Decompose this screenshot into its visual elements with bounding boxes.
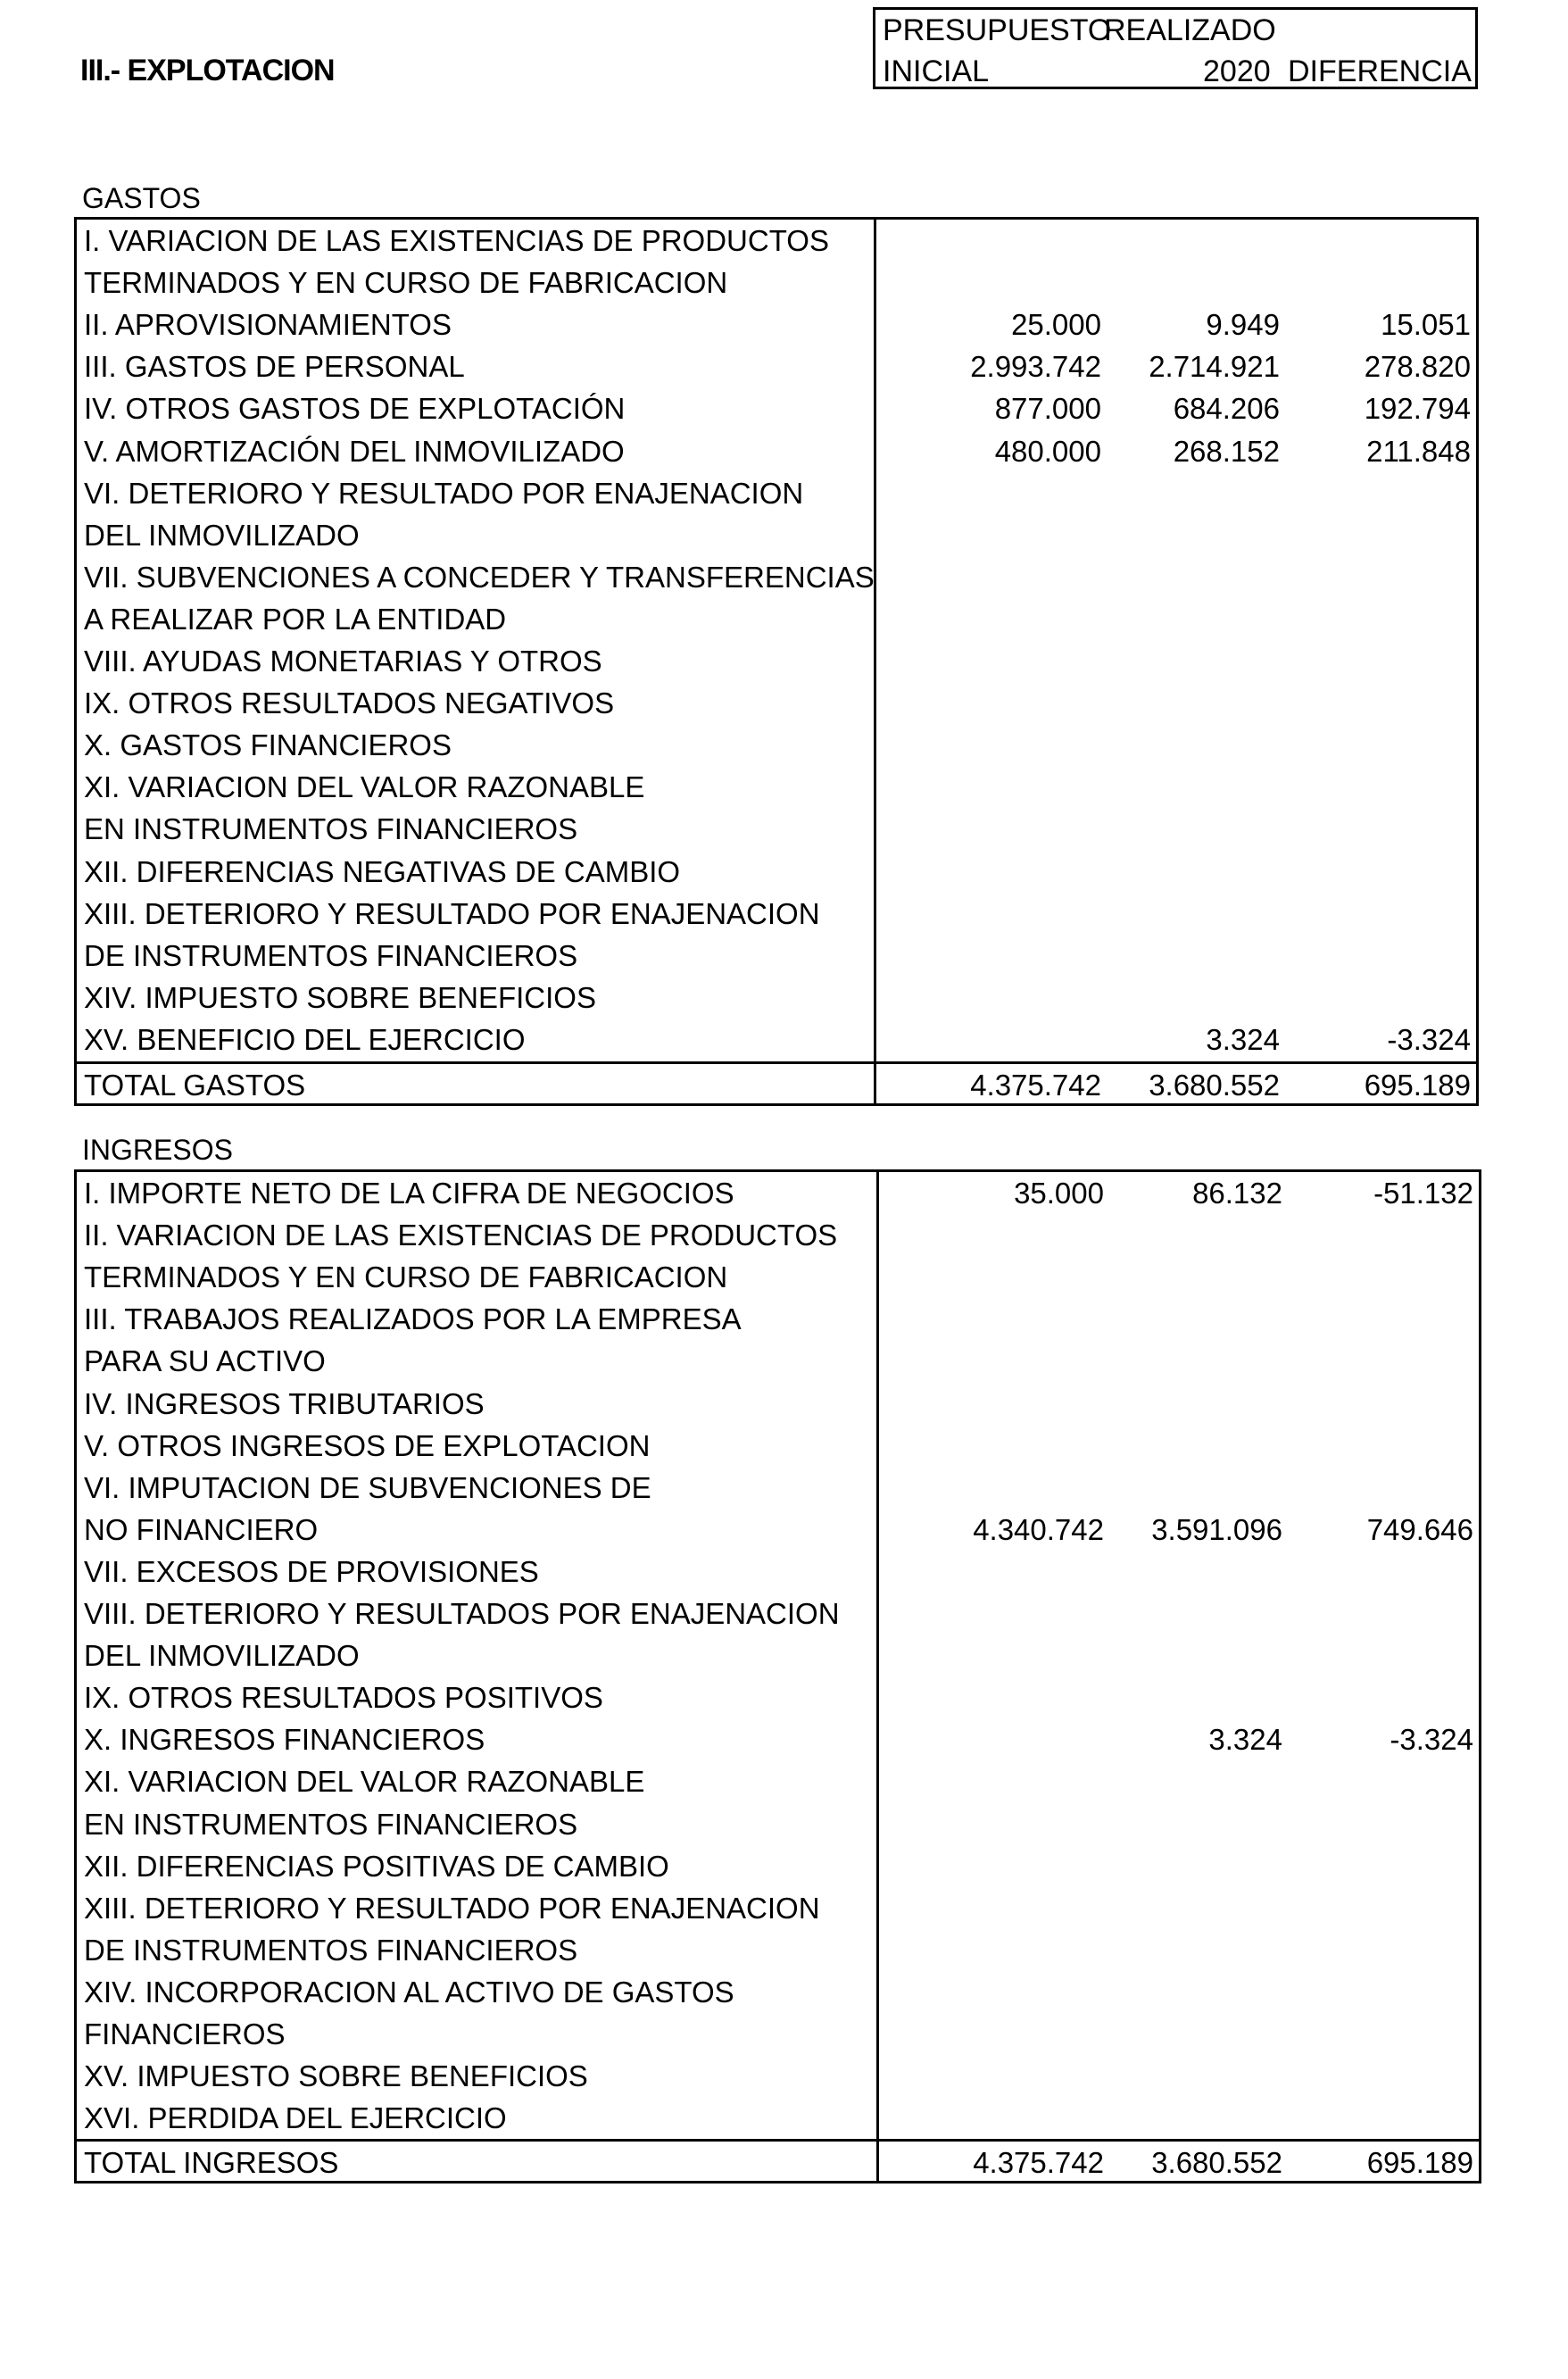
row-label: III. GASTOS DE PERSONAL [84,350,465,384]
table-row [77,893,1476,935]
table-row [77,345,1476,387]
table-row [77,304,1476,345]
row-label: XV. BENEFICIO DEL EJERCICIO [84,1022,526,1056]
realizado-value: 3.680.552 [1151,2146,1282,2179]
diferencia-value: 695.189 [1366,2146,1473,2179]
table-row [77,1214,1479,1256]
row-label: III. TRABAJOS REALIZADOS POR LA EMPRESA [84,1302,742,1336]
diferencia-value: 278.820 [1364,350,1471,384]
presupuesto-value: 4.340.742 [973,1512,1104,1546]
table-row [77,556,1476,598]
realizado-value: 9.949 [1206,308,1280,342]
table-row [77,1256,1479,1298]
diferencia-value: 211.848 [1366,434,1471,468]
row-label: VI. IMPUTACION DE SUBVENCIONES DE [84,1470,651,1504]
diferencia-value: 749.646 [1366,1512,1473,1546]
row-label: IV. OTROS GASTOS DE EXPLOTACIÓN [84,392,626,426]
row-label: EN INSTRUMENTOS FINANCIEROS [84,812,578,846]
realizado-value: 2.714.921 [1149,350,1280,384]
row-label: VIII. DETERIORO Y RESULTADOS POR ENAJENACION [84,1597,840,1630]
header-year: 2020 [1203,54,1271,88]
row-label: XIII. DETERIORO Y RESULTADO POR ENAJENACION [84,896,820,930]
header-inicial: INICIAL [883,54,990,88]
row-label: V. OTROS INGRESOS DE EXPLOTACION [84,1428,651,1462]
diferencia-value: -3.324 [1390,1723,1473,1757]
presupuesto-value: 877.000 [994,392,1101,426]
row-label: XII. DIFERENCIAS NEGATIVAS DE CAMBIO [84,854,681,888]
table-row [77,1425,1479,1467]
ingresos-label: INGRESOS [82,1134,233,1166]
presupuesto-value: 480.000 [994,434,1101,468]
row-label: A REALIZAR POR LA ENTIDAD [84,602,507,636]
table-row [77,1298,1479,1340]
row-label: EN INSTRUMENTOS FINANCIEROS [84,1807,578,1841]
row-label: VI. DETERIORO Y RESULTADO POR ENAJENACION [84,476,804,510]
diferencia-value: -51.132 [1373,1177,1473,1210]
table-row [77,1635,1479,1676]
presupuesto-value: 4.375.742 [970,1069,1101,1102]
realizado-value: 684.206 [1173,392,1280,426]
row-label: II. APROVISIONAMIENTOS [84,308,452,342]
table-row [77,1971,1479,2013]
presupuesto-value: 2.993.742 [970,350,1101,384]
table-row [77,1340,1479,1382]
table-row [77,1551,1479,1593]
table-row [77,1845,1479,1887]
row-label: DEL INMOVILIZADO [84,518,360,552]
table-row [77,1019,1476,1061]
table-row [77,1593,1479,1635]
row-label: XIV. INCORPORACION AL ACTIVO DE GASTOS [84,1975,734,2009]
table-row [77,682,1476,724]
table-row [77,977,1476,1019]
row-label: TERMINADOS Y EN CURSO DE FABRICACION [84,1260,728,1294]
table-row [77,1887,1479,1929]
table-row [77,220,1476,262]
row-label: IX. OTROS RESULTADOS NEGATIVOS [84,686,615,720]
table-row [77,1172,1479,1214]
table-row [77,851,1476,893]
header-diferencia: DIFERENCIA [1288,54,1472,88]
presupuesto-value: 35.000 [1014,1177,1104,1210]
row-label: DE INSTRUMENTOS FINANCIEROS [84,1933,578,1967]
diferencia-value: 695.189 [1364,1069,1471,1102]
row-label: IV. INGRESOS TRIBUTARIOS [84,1386,485,1420]
table-row [77,2055,1479,2097]
realizado-value: 268.152 [1173,434,1280,468]
row-label: XV. IMPUESTO SOBRE BENEFICIOS [84,2059,588,2093]
row-label: TOTAL GASTOS [84,1069,306,1102]
table-row [77,766,1476,808]
table-row [77,640,1476,682]
row-label: VII. EXCESOS DE PROVISIONES [84,1554,539,1588]
table-row [77,1760,1479,1802]
gastos-label: GASTOS [82,182,201,214]
realizado-value: 3.324 [1206,1022,1280,1056]
table-row [77,1676,1479,1718]
table-row [77,472,1476,514]
table-row [77,514,1476,556]
diferencia-value: 192.794 [1364,392,1471,426]
diferencia-value: -3.324 [1387,1022,1471,1056]
table-row [77,1803,1479,1845]
header-presupuesto: PRESUPUESTO [883,13,1112,47]
row-label: TOTAL INGRESOS [84,2146,339,2179]
row-label: XIII. DETERIORO Y RESULTADO POR ENAJENACION [84,1891,820,1925]
table-row [77,262,1476,304]
row-label: XI. VARIACION DEL VALOR RAZONABLE [84,1765,645,1799]
table-row [77,808,1476,850]
row-label: PARA SU ACTIVO [84,1344,326,1378]
gastos-table [74,217,1479,1106]
row-label: XVI. PERDIDA DEL EJERCICIO [84,2101,507,2135]
realizado-value: 3.324 [1208,1723,1282,1757]
row-label: VII. SUBVENCIONES A CONCEDER Y TRANSFERENCIAS [84,560,875,594]
diferencia-value: 15.051 [1381,308,1471,342]
row-label: X. INGRESOS FINANCIEROS [84,1723,485,1757]
row-label: V. AMORTIZACIÓN DEL INMOVILIZADO [84,434,625,468]
row-label: XI. VARIACION DEL VALOR RAZONABLE [84,770,645,804]
table-row [77,430,1476,472]
realizado-value: 3.680.552 [1149,1069,1280,1102]
row-label: XII. DIFERENCIAS POSITIVAS DE CAMBIO [84,1849,669,1883]
section-title: III.- EXPLOTACION [80,54,335,87]
table-row [77,387,1476,429]
row-label: X. GASTOS FINANCIEROS [84,728,452,762]
row-label: II. VARIACION DE LAS EXISTENCIAS DE PRODUCTOS [84,1219,838,1252]
table-row [77,1467,1479,1509]
row-label: NO FINANCIERO [84,1512,319,1546]
row-label: FINANCIEROS [84,2017,286,2050]
table-row [77,598,1476,640]
column-header-box [873,7,1478,89]
row-label: DEL INMOVILIZADO [84,1639,360,1673]
row-label: IX. OTROS RESULTADOS POSITIVOS [84,1681,603,1715]
table-row [77,1383,1479,1425]
table-row [77,1509,1479,1551]
table-row [77,935,1476,977]
row-label: I. VARIACION DE LAS EXISTENCIAS DE PRODUCTOS [84,224,829,257]
table-row [77,2013,1479,2055]
row-label: TERMINADOS Y EN CURSO DE FABRICACION [84,266,728,300]
realizado-value: 3.591.096 [1151,1512,1282,1546]
table-row [77,1929,1479,1971]
table-row [77,1718,1479,1760]
table-row [77,724,1476,766]
header-realizado: REALIZADO [1104,13,1276,47]
ingresos-table [74,1169,1481,2184]
realizado-value: 86.132 [1192,1177,1282,1210]
total-row [77,2142,1479,2184]
row-label: DE INSTRUMENTOS FINANCIEROS [84,938,578,972]
presupuesto-value: 25.000 [1011,308,1101,342]
row-label: VIII. AYUDAS MONETARIAS Y OTROS [84,645,602,678]
row-label: XIV. IMPUESTO SOBRE BENEFICIOS [84,980,596,1014]
presupuesto-value: 4.375.742 [973,2146,1104,2179]
row-label: I. IMPORTE NETO DE LA CIFRA DE NEGOCIOS [84,1177,734,1210]
table-row [77,2097,1479,2139]
total-row [77,1064,1476,1106]
